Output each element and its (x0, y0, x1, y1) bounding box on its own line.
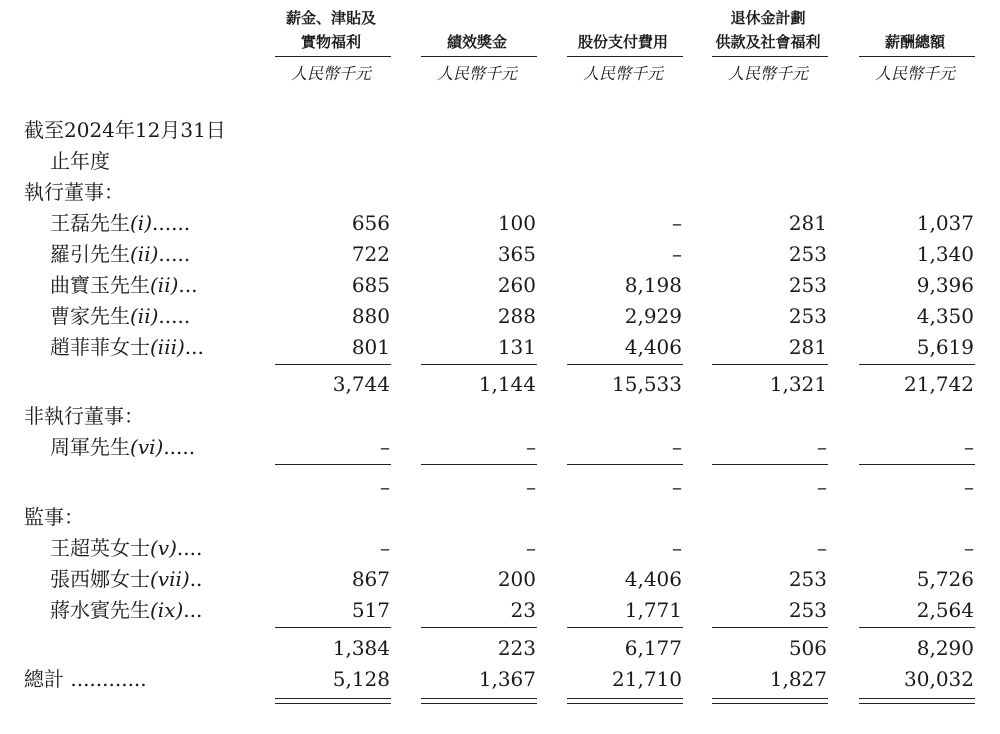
dot-leader: ..... (158, 304, 191, 328)
dot-leader: ... (178, 273, 198, 297)
subtotal-cell: 6,177 (624, 636, 682, 660)
director-name: 王磊先生 (50, 211, 130, 235)
cell: 23 (510, 598, 536, 622)
subtotal-cell: – (526, 475, 536, 499)
subtotal-cell: – (964, 475, 974, 499)
cell: 1,771 (624, 598, 682, 622)
column-header-line1 (418, 6, 536, 30)
section-non-executive-directors: 非執行董事： (24, 404, 144, 428)
cell: 281 (788, 335, 827, 359)
note-ref: (vi) (130, 435, 164, 459)
row-label-zhang-xina (50, 564, 202, 594)
cell: 131 (497, 335, 536, 359)
cell: 4,406 (624, 567, 682, 591)
total-cell: 30,032 (904, 667, 974, 691)
total-double-rule (567, 698, 683, 699)
cell: 517 (351, 598, 390, 622)
row-label-luo-yin (50, 239, 190, 269)
subtotal-cell: 1,384 (332, 636, 390, 660)
header-rule (859, 56, 975, 57)
cell: 281 (788, 211, 827, 235)
cell: – (380, 536, 390, 560)
unit-label: 人民幣千元 (582, 64, 663, 83)
cell: 253 (788, 598, 827, 622)
total-double-rule (567, 703, 683, 704)
dot-leader: ............ (64, 667, 147, 691)
subtotal-rule (421, 464, 537, 465)
cell: – (672, 211, 682, 235)
column-header-line1: 退休金計劃 (730, 9, 806, 27)
total-cell: 1,367 (478, 667, 536, 691)
subtotal-cell: – (817, 475, 827, 499)
subtotal-rule (275, 627, 391, 628)
header-rule (275, 56, 391, 57)
total-double-rule (859, 698, 975, 699)
row-label-zhou-jun (50, 432, 195, 462)
note-ref: (ii) (130, 242, 159, 266)
note-ref: (ii) (150, 273, 179, 297)
column-header-pension (709, 6, 827, 54)
cell: 288 (497, 304, 536, 328)
cell: 260 (497, 273, 536, 297)
row-label-cao-jia (50, 301, 190, 331)
cell: 2,564 (916, 598, 974, 622)
total-cell: 21,710 (612, 667, 682, 691)
subtotal-cell: 15,533 (612, 372, 682, 396)
subtotal-rule (421, 364, 537, 365)
subtotal-rule (859, 627, 975, 628)
subtotal-rule (275, 364, 391, 365)
note-ref: (ix) (150, 598, 184, 622)
note-ref: (iii) (150, 335, 185, 359)
cell: 253 (788, 273, 827, 297)
section-executive-directors: 執行董事： (24, 180, 124, 204)
total-double-rule (275, 703, 391, 704)
note-ref: (i) (130, 211, 153, 235)
cell: 722 (351, 242, 390, 266)
column-header-line2: 股份支付費用 (577, 33, 668, 51)
period-label: 截至2024年12月31日 (24, 118, 226, 142)
total-label: 總計 (24, 667, 64, 691)
cell: 2,929 (624, 304, 682, 328)
total-cell: 5,128 (332, 667, 390, 691)
unit-label: 人民幣千元 (290, 64, 371, 83)
column-header-line2: 供款及社會福利 (715, 33, 821, 51)
total-double-rule (421, 698, 537, 699)
subtotal-rule (859, 364, 975, 365)
dot-leader: ... (183, 598, 203, 622)
cell: 5,619 (916, 335, 974, 359)
director-name: 蔣水賓先生 (50, 598, 150, 622)
column-header-line1: 薪金、津貼及 (285, 9, 376, 27)
cell: – (964, 435, 974, 459)
row-label-zhao-feifei (50, 332, 204, 362)
note-ref: (ii) (130, 304, 159, 328)
subtotal-rule (421, 627, 537, 628)
section-supervisors: 監事： (24, 505, 84, 529)
column-header-total (856, 6, 974, 54)
note-ref: (vii) (150, 567, 190, 591)
cell: – (380, 435, 390, 459)
header-rule (567, 56, 683, 57)
subtotal-rule (859, 464, 975, 465)
subtotal-cell: 21,742 (904, 372, 974, 396)
column-header-line2: 實物福利 (300, 33, 361, 51)
unit-label: 人民幣千元 (727, 64, 808, 83)
director-name: 曹家先生 (50, 304, 130, 328)
period-label-cont: 止年度 (50, 149, 110, 173)
dot-leader: .... (176, 536, 203, 560)
cell: – (672, 536, 682, 560)
cell: 253 (788, 304, 827, 328)
column-header-bonus (418, 6, 536, 54)
cell: 8,198 (624, 273, 682, 297)
cell: 1,340 (916, 242, 974, 266)
cell: 253 (788, 567, 827, 591)
subtotal-rule (275, 464, 391, 465)
director-name: 羅引先生 (50, 242, 130, 266)
dot-leader: ... (184, 335, 204, 359)
unit-label: 人民幣千元 (436, 64, 517, 83)
column-header-share-payment (564, 6, 682, 54)
subtotal-rule (567, 364, 683, 365)
note-ref: (v) (150, 536, 177, 560)
cell: 4,350 (916, 304, 974, 328)
total-cell: 1,827 (769, 667, 827, 691)
subtotal-cell: 1,144 (478, 372, 536, 396)
column-header-salary (272, 6, 390, 54)
subtotal-cell: 506 (788, 636, 827, 660)
subtotal-rule (712, 464, 828, 465)
cell: 100 (497, 211, 536, 235)
cell: 1,037 (916, 211, 974, 235)
dot-leader: .. (189, 567, 203, 591)
total-double-rule (275, 698, 391, 699)
column-header-line2: 薪酬總額 (884, 33, 945, 51)
column-header-line1 (564, 6, 682, 30)
dot-leader: ..... (158, 242, 191, 266)
header-rule (421, 56, 537, 57)
column-header-line2: 績效獎金 (446, 33, 507, 51)
cell: 880 (351, 304, 390, 328)
row-label-jiang-shuibin (50, 595, 202, 625)
cell: – (817, 536, 827, 560)
row-label-wang-lei (50, 208, 190, 238)
subtotal-cell: 223 (497, 636, 536, 660)
subtotal-cell: – (380, 475, 390, 499)
director-name: 周軍先生 (50, 435, 130, 459)
subtotal-cell: – (672, 475, 682, 499)
total-double-rule (712, 703, 828, 704)
subtotal-cell: 1,321 (769, 372, 827, 396)
total-double-rule (712, 698, 828, 699)
cell: 801 (351, 335, 390, 359)
row-label-total (24, 664, 147, 694)
header-rule (712, 56, 828, 57)
cell: 5,726 (916, 567, 974, 591)
cell: – (672, 435, 682, 459)
cell: – (672, 242, 682, 266)
cell: – (964, 536, 974, 560)
cell: 253 (788, 242, 827, 266)
cell: 4,406 (624, 335, 682, 359)
subtotal-rule (712, 627, 828, 628)
row-label-qu-baoyu (50, 270, 197, 300)
cell: 685 (351, 273, 390, 297)
cell: – (817, 435, 827, 459)
director-name: 趙菲菲女士 (50, 335, 150, 359)
subtotal-rule (567, 627, 683, 628)
total-double-rule (421, 703, 537, 704)
cell: 365 (497, 242, 536, 266)
cell: – (526, 536, 536, 560)
cell: 9,396 (916, 273, 974, 297)
director-name: 張西娜女士 (50, 567, 150, 591)
total-double-rule (859, 703, 975, 704)
dot-leader: ...... (152, 211, 191, 235)
cell: – (526, 435, 536, 459)
subtotal-cell: 8,290 (916, 636, 974, 660)
row-label-wang-chaoying (50, 533, 202, 563)
director-name: 王超英女士 (50, 536, 150, 560)
cell: 656 (351, 211, 390, 235)
subtotal-rule (712, 364, 828, 365)
subtotal-rule (567, 464, 683, 465)
unit-label: 人民幣千元 (874, 64, 955, 83)
cell: 200 (497, 567, 536, 591)
dot-leader: ..... (163, 435, 196, 459)
director-name: 曲寶玉先生 (50, 273, 150, 297)
cell: 867 (351, 567, 390, 591)
column-header-line1 (856, 6, 974, 30)
subtotal-cell: 3,744 (332, 372, 390, 396)
